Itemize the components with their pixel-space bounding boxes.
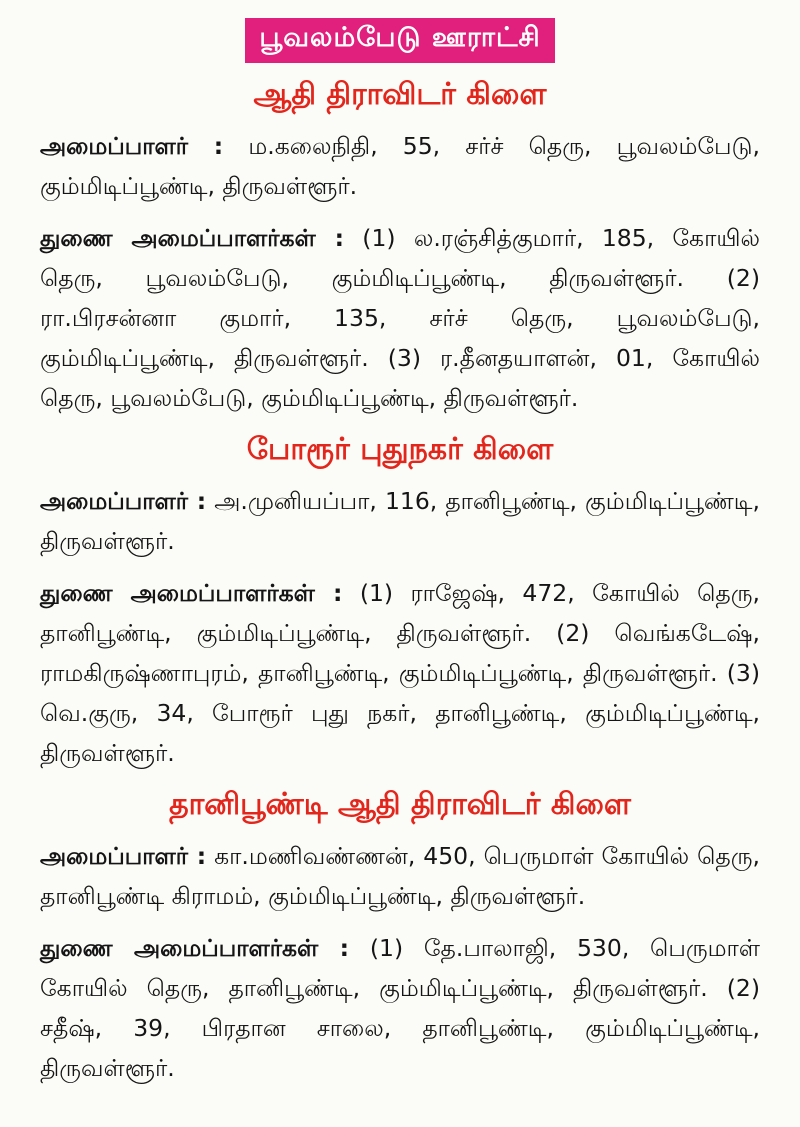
organizer-paragraph <box>40 836 760 916</box>
organizer-paragraph <box>40 126 760 206</box>
deputy-text: (1) ராஜேஷ், 472, கோயில் தெரு, தானிபூண்டி, கும்மிடிப்பூண்டி, திருவள்ளூர். (2) வெங்கடேஷ், ராமகிருஷ்ணாபுரம், தானிபூண்டி, கும்மிடிப்பூண்டி, திருவள்ளூர். (3) வெ.குரு, 34, போரூர் புது நகர், தானிபூண்டி, கும்மிடிப்பூண்டி, திருவள்ளூர். <box>40 579 760 767</box>
deputy-label: துணை அமைப்பாளர்கள் : <box>40 224 345 252</box>
deputy-paragraph <box>40 928 760 1088</box>
organizer-label: அமைப்பாளர் : <box>40 487 207 515</box>
deputy-label: துணை அமைப்பாளர்கள் : <box>40 934 350 962</box>
deputy-paragraph <box>40 218 760 418</box>
section-1 <box>0 77 800 418</box>
section-2 <box>0 432 800 773</box>
deputy-text: (1) ல.ரஞ்சித்குமார், 185, கோயில் தெரு, பூவலம்பேடு, கும்மிடிப்பூண்டி, திருவள்ளூர். (2) ரா.பிரசன்னா குமார், 135, சர்ச் தெரு, பூவலம்பேடு, கும்மிடிப்பூண்டி, திருவள்ளூர். (3) ர.தீனதயாளன், 01, கோயில் தெரு, பூவலம்பேடு, கும்மிடிப்பூண்டி, திருவள்ளூர். <box>40 224 760 412</box>
section-3 <box>0 787 800 1088</box>
deputy-paragraph <box>40 573 760 773</box>
organizer-text: ம.கலைநிதி, 55, சர்ச் தெரு, பூவலம்பேடு, கும்மிடிப்பூண்டி, திருவள்ளூர். <box>40 132 760 200</box>
section-title: ஆதி திராவிடர் கிளை <box>253 77 547 112</box>
section-title: போரூர் புதுநகர் கிளை <box>246 432 554 467</box>
banner-wrap <box>0 0 800 63</box>
deputy-text: (1) தே.பாலாஜி, 530, பெருமாள் கோயில் தெரு, தானிபூண்டி, கும்மிடிப்பூண்டி, திருவள்ளூர். (2) சதீஷ், 39, பிரதான சாலை, தானிபூண்டி, கும்மிடிப்பூண்டி, திருவள்ளூர். <box>40 934 760 1082</box>
organizer-label: அமைப்பாளர் : <box>40 132 224 160</box>
organizer-paragraph <box>40 481 760 561</box>
section-title: தானிபூண்டி ஆதி திராவிடர் கிளை <box>169 787 631 822</box>
village-banner: பூவலம்பேடு ஊராட்சி <box>245 18 554 63</box>
organizer-label: அமைப்பாளர் : <box>40 842 207 870</box>
organizer-text: கா.மணிவண்ணன், 450, பெருமாள் கோயில் தெரு, தானிபூண்டி கிராமம், கும்மிடிப்பூண்டி, திருவள்ளூர். <box>40 842 760 910</box>
organizer-text: அ.முனியப்பா, 116, தானிபூண்டி, கும்மிடிப்பூண்டி, திருவள்ளூர். <box>40 487 760 555</box>
deputy-label: துணை அமைப்பாளர்கள் : <box>40 579 343 607</box>
